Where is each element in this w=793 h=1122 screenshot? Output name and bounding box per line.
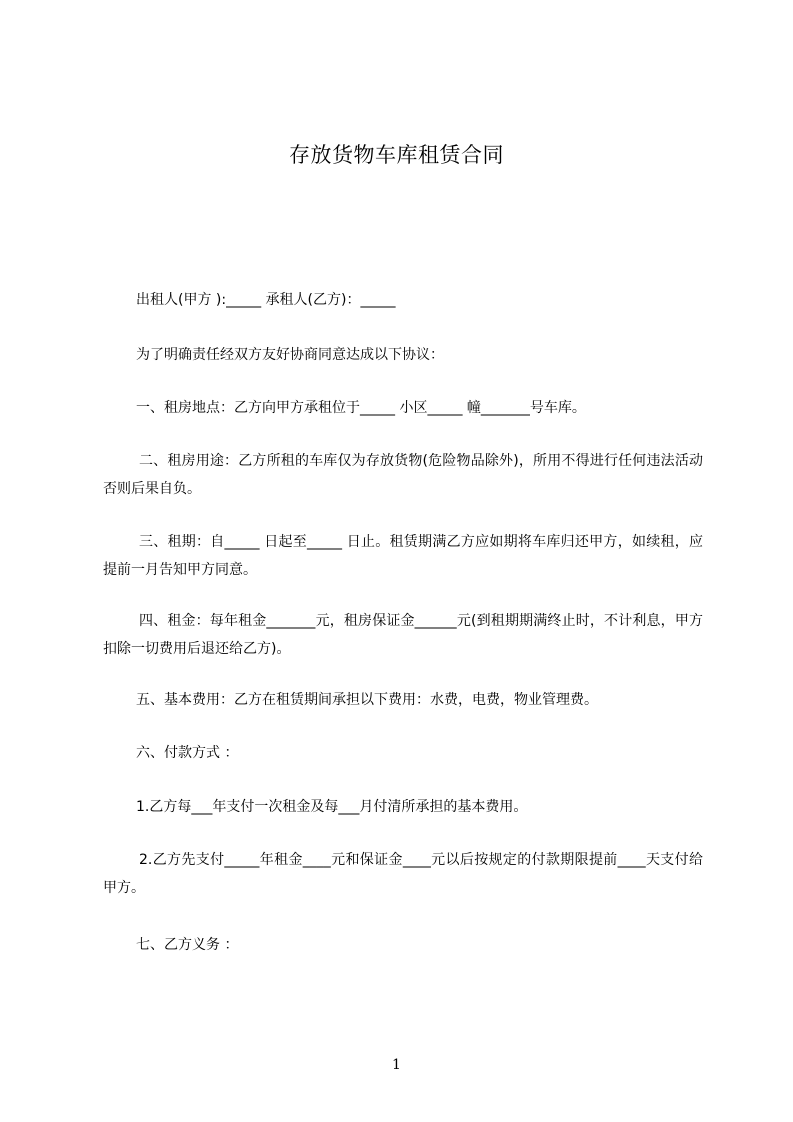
document-title: 存放货物车库租赁合同 bbox=[289, 143, 504, 167]
clause-7-heading: 七、乙方义务 ： bbox=[136, 937, 239, 953]
clause-1-location: 一、租房地点：乙方向甲方承租位于_____ 小区_____ 幢_______号车库。 bbox=[136, 400, 586, 416]
intro-line: 为了明确责任经双方友好协商同意达成以下协议： bbox=[136, 347, 444, 363]
clause-6-item-1: 1.乙方每___年支付一次租金及每___月付清所承担的基本费用。 bbox=[136, 799, 528, 815]
clause-5-fees: 五、基本费用：乙方在租赁期间承担以下费用：水费，电费，物业管理费。 bbox=[136, 692, 598, 708]
clause-2-usage: 二、租房用途：乙方所租的车库仅为存放货物(危险物品除外)，所用不得进行任何违法活动否则后果自负。 bbox=[103, 453, 703, 497]
parties-line: 出租人(甲方 ):_____ 承租人(乙方)：_____ bbox=[136, 292, 396, 308]
clause-4-rent: 四、租金：每年租金_______元，租房保证金______元(到租期期满终止时，不计利息，甲方扣除一切费用后退还给乙方)。 bbox=[103, 613, 703, 657]
clause-3-term: 三、租期：自_____ 日起至_____ 日止。租赁期满乙方应如期将车库归还甲方，如续租，应提前一月告知甲方同意。 bbox=[103, 534, 703, 578]
page-number: 1 bbox=[392, 1057, 401, 1073]
clause-6-item-2: 2.乙方先支付_____年租金____元和保证金____元以后按规定的付款期限提前____天支付给甲方。 bbox=[103, 852, 703, 896]
clause-6-heading: 六、付款方式 ： bbox=[136, 745, 239, 761]
